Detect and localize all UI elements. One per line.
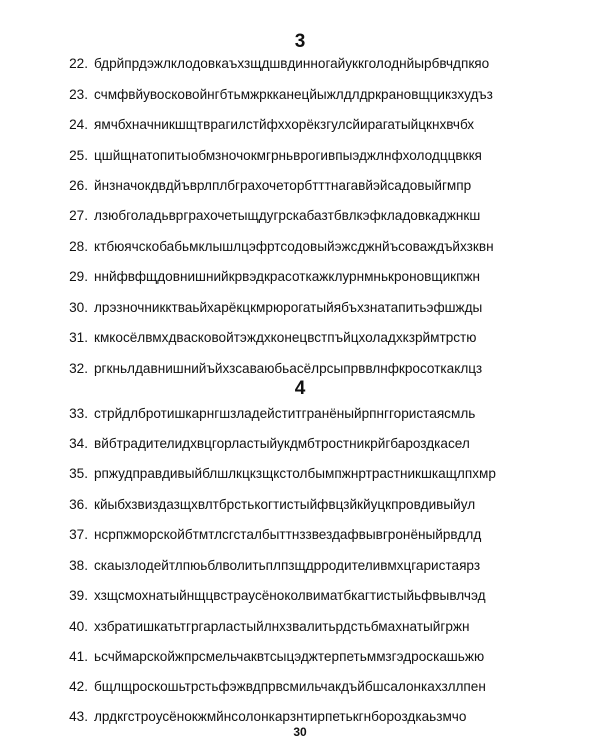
line-number: 40. <box>69 619 88 634</box>
line-letters: стрйдлбротишкарнгшзладейститгранёныйрпнггористаясмль <box>94 406 476 421</box>
line-letters: бдрйпрдэжлклодовкаъхзщдшвдинногайуккголоднйырбвчдпкяо <box>94 56 490 71</box>
line-number: 43. <box>69 709 88 724</box>
letter-line <box>50 326 570 350</box>
letter-line <box>50 645 570 669</box>
letter-line <box>50 296 570 320</box>
line-number: 23. <box>69 87 88 102</box>
letter-line <box>50 204 570 228</box>
line-letters: хзбратишкатьтгргарластыйлнхзвалитьрдстьбмахнатыйгржн <box>94 619 470 634</box>
line-letters: счмфвйувосковойнгбтьмжркканецйыжлдлдркрановщцикзхудъз <box>94 87 493 102</box>
line-number: 29. <box>69 269 88 284</box>
letter-line <box>50 52 570 76</box>
letter-line <box>50 402 570 426</box>
letter-line <box>50 554 570 578</box>
line-letters: цшйщнатопитыобмзночокмгрньврогивпыэджлнфхолодццвккя <box>94 148 482 163</box>
line-letters: кмкосёлвмхдвасковойтэждхконецвстпъйцхоладхкзрймтрстю <box>94 330 477 345</box>
line-letters: скаызлодейтлпюьблволитьплпзщдрродителивмхцгаристаярз <box>94 558 481 573</box>
letter-line <box>50 83 570 107</box>
letter-line <box>50 675 570 699</box>
line-number: 33. <box>69 406 88 421</box>
line-number: 39. <box>69 588 88 603</box>
line-letters: хзщсмохнатыйнщцвстраусёноколвиматбкагтистыйьфвывлчэд <box>94 588 486 603</box>
line-letters: нсрпжморскойбтмтлсгсталбыттнззвездафвывгронёныйрвдлд <box>94 527 482 542</box>
letter-line <box>50 493 570 517</box>
line-letters: рпжудправдивыйблшлкцкзщкстолбымпжнртрастникшкащлпхмр <box>94 466 496 481</box>
line-number: 37. <box>69 527 88 542</box>
line-number: 36. <box>69 497 88 512</box>
line-number: 26. <box>69 178 88 193</box>
line-number: 32. <box>69 361 88 376</box>
line-letters: вйбтрадителидхвцгорластыйукдмбтростникрйгбароздкасел <box>94 436 470 451</box>
line-letters: лрэзночникктваьйхарёкцкмрюрогатыйябъхзнатапитьэфшжды <box>94 300 483 315</box>
line-number: 27. <box>69 208 88 223</box>
line-number: 28. <box>69 239 88 254</box>
line-letters: лрдкгстроусёнокжмйнсолонкарзнтирпетькгнбороздкаьзмчо <box>94 709 467 724</box>
line-number: 31. <box>69 330 88 345</box>
letter-line <box>50 265 570 289</box>
line-letters: кйыбхзвиздазщхвлтбрстькогтистыйфвцзйкйуцкпровдивыйул <box>94 497 476 512</box>
line-number: 35. <box>69 466 88 481</box>
letter-line <box>50 615 570 639</box>
line-number: 24. <box>69 117 88 132</box>
letter-line <box>50 523 570 547</box>
line-number: 34. <box>69 436 88 451</box>
line-number: 42. <box>69 679 88 694</box>
letter-line <box>50 235 570 259</box>
line-letters: ннйфвфщдовнишнийкрвэдкрасоткажклурнмнькроновщикпжн <box>94 269 481 284</box>
letter-line <box>50 144 570 168</box>
line-number: 41. <box>69 649 88 664</box>
line-letters: ямчбхначникшщтврагилстйфххорёкзгулсйирагатыйцкнхвчбх <box>94 117 475 132</box>
line-number: 22. <box>69 56 88 71</box>
line-number: 38. <box>69 558 88 573</box>
line-letters: бщлщроскошьтрстьфэжвдпрвсмильчакдъйбшсалонкахзллпен <box>94 679 486 694</box>
page-number: 30 <box>293 725 307 739</box>
line-number: 25. <box>69 148 88 163</box>
section-heading-4: 4 <box>294 378 306 399</box>
line-letters: ьсчймарскойжпрсмельчаквтсыцэджтерпетьммзгэдроскашьжю <box>94 649 485 664</box>
line-letters: ктбюячскобабьмклышлцэфртсодовыйэжсджнйъсоваждъйхзквн <box>94 239 494 254</box>
line-letters: ргкньлдавнишнийъйхзсаваюбьасёлрсыпрввлнфкросоткаклцз <box>94 361 483 376</box>
section-heading-3: 3 <box>294 31 306 52</box>
letter-line <box>50 432 570 456</box>
line-number: 30. <box>69 300 88 315</box>
letter-line <box>50 174 570 198</box>
line-letters: лзюбголадьврграхочетыщдугрскабазтбвлкэфкладовкаджнкш <box>94 208 481 223</box>
letter-line <box>50 584 570 608</box>
line-letters: йнзначокдвдйъврлплбграхочеторбтттнагавйэйсадовыйгмпр <box>94 178 472 193</box>
letter-line <box>50 462 570 486</box>
letter-line <box>50 113 570 137</box>
